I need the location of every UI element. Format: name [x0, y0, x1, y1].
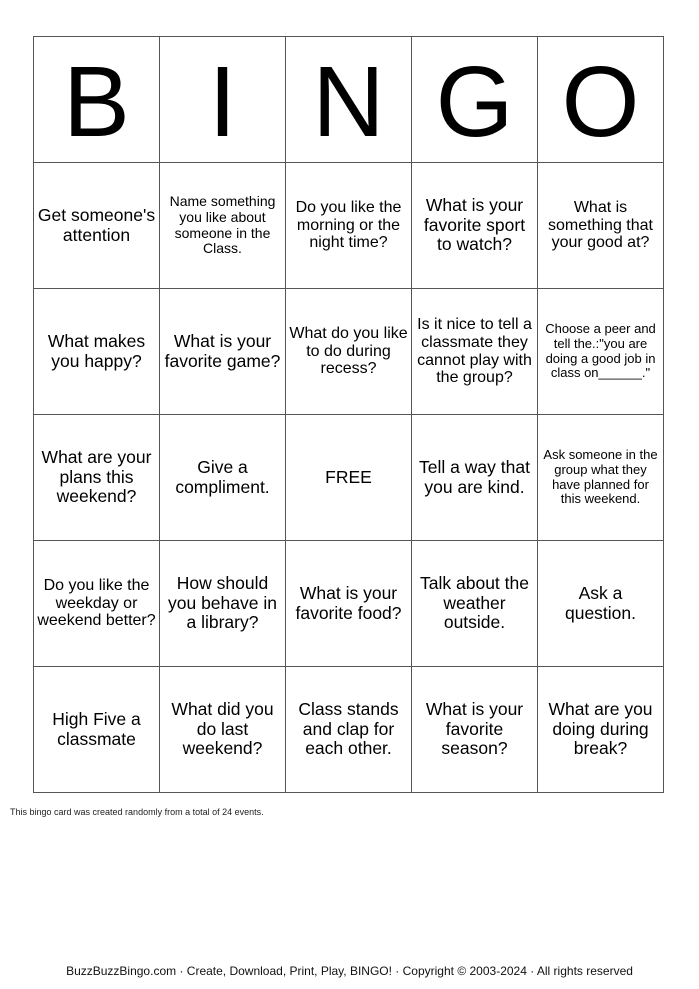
bingo-square: What is your favorite game?	[160, 289, 286, 415]
bingo-square: Is it nice to tell a classmate they cannot play with the group?	[412, 289, 538, 415]
bingo-square: What did you do last weekend?	[160, 667, 286, 793]
bingo-square: Give a compliment.	[160, 415, 286, 541]
bingo-square: What do you like to do during recess?	[286, 289, 412, 415]
bingo-square: What makes you happy?	[34, 289, 160, 415]
header-letter-i: I	[160, 37, 286, 163]
header-letter-n: N	[286, 37, 412, 163]
bingo-square: What is something that your good at?	[538, 163, 664, 289]
bingo-square: Ask a question.	[538, 541, 664, 667]
bingo-square: Get someone's attention	[34, 163, 160, 289]
bingo-square: What is your favorite food?	[286, 541, 412, 667]
card-footnote: This bingo card was created randomly from a total of 24 events.	[10, 807, 264, 817]
bingo-square: What is your favorite season?	[412, 667, 538, 793]
bingo-square: How should you behave in a library?	[160, 541, 286, 667]
header-letter-b: B	[34, 37, 160, 163]
bingo-square: What are your plans this weekend?	[34, 415, 160, 541]
card-row-3	[34, 415, 664, 541]
card-row-5	[34, 667, 664, 793]
bingo-square: Ask someone in the group what they have planned for this weekend.	[538, 415, 664, 541]
bingo-square: Talk about the weather outside.	[412, 541, 538, 667]
header-letter-g: G	[412, 37, 538, 163]
bingo-square: What are you doing during break?	[538, 667, 664, 793]
bingo-card	[33, 36, 664, 793]
header-letter-o: O	[538, 37, 664, 163]
bingo-square: Do you like the weekday or weekend better?	[34, 541, 160, 667]
page-footer: BuzzBuzzBingo.com · Create, Download, Print, Play, BINGO! · Copyright © 2003-2024 · All rights reserved	[66, 964, 633, 978]
header-row	[34, 37, 664, 163]
bingo-square: Tell a way that you are kind.	[412, 415, 538, 541]
bingo-square: What is your favorite sport to watch?	[412, 163, 538, 289]
card-row-1	[34, 163, 664, 289]
bingo-square: Choose a peer and tell the.:"you are doing a good job in class on______."	[538, 289, 664, 415]
bingo-square: High Five a classmate	[34, 667, 160, 793]
card-row-2	[34, 289, 664, 415]
card-row-4	[34, 541, 664, 667]
free-square: FREE	[286, 415, 412, 541]
bingo-square: Do you like the morning or the night time?	[286, 163, 412, 289]
bingo-square: Name something you like about someone in the Class.	[160, 163, 286, 289]
bingo-square: Class stands and clap for each other.	[286, 667, 412, 793]
